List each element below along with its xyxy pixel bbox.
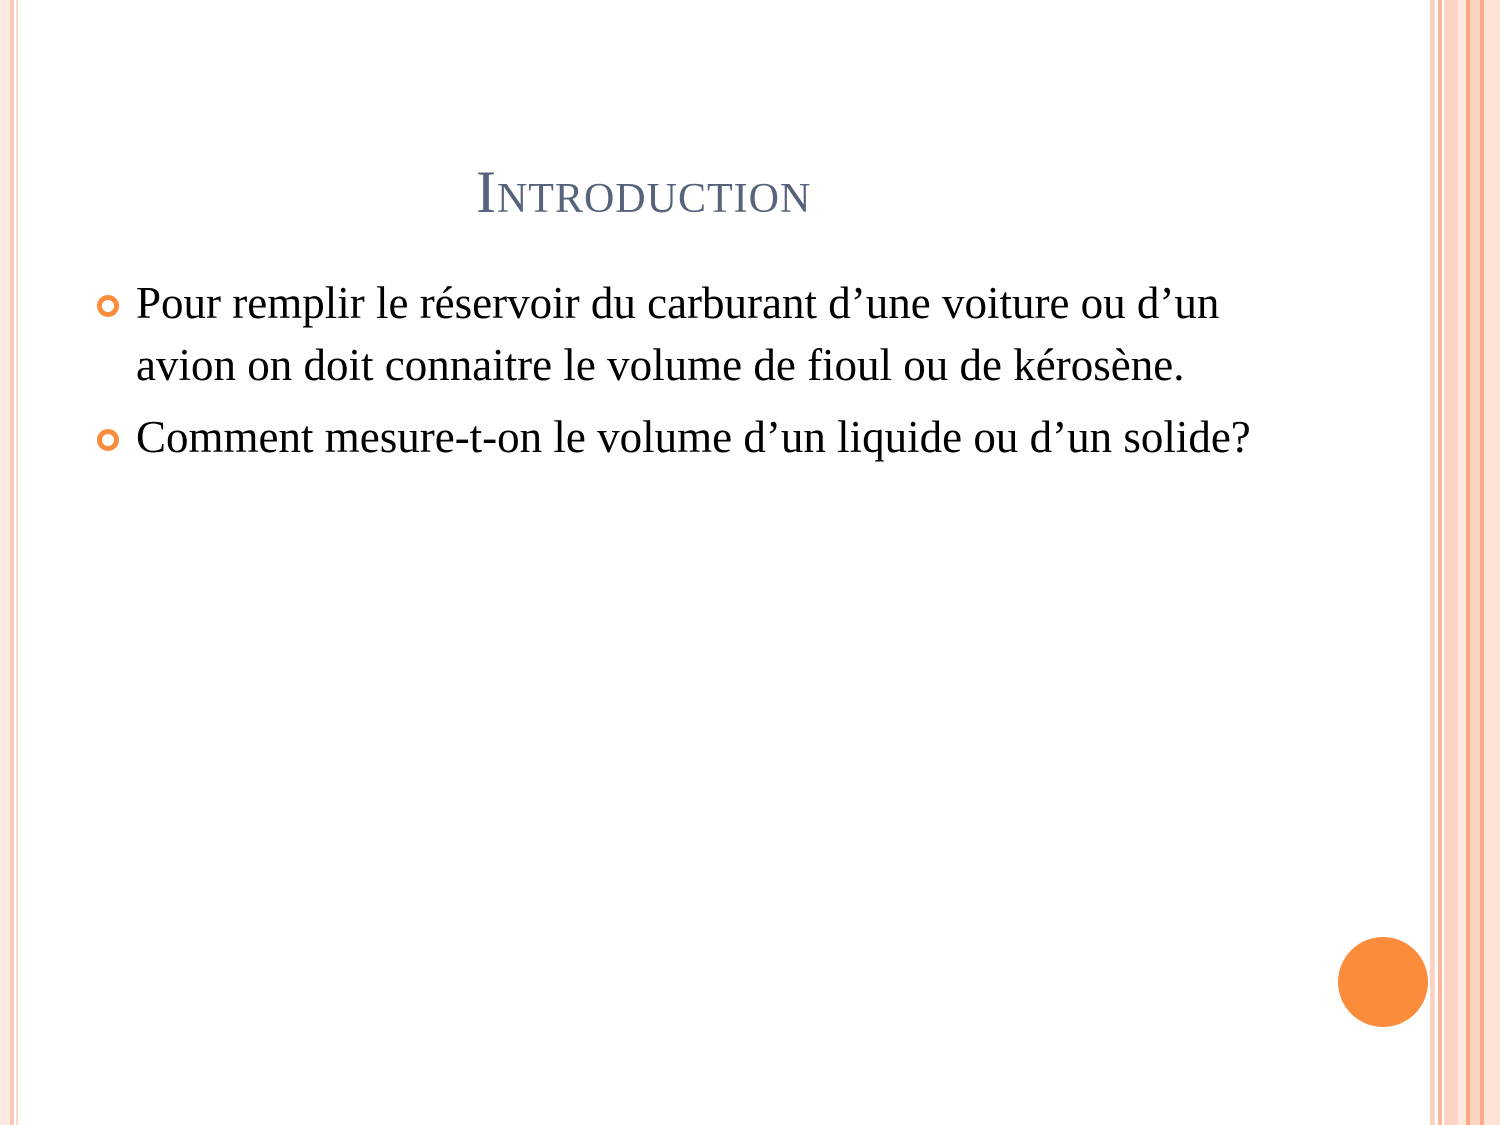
ring-bullet-icon (96, 428, 120, 452)
bullet-item (94, 406, 1274, 468)
bullet-text: Comment mesure-t-on le volume d’un liquide ou d’un solide? (136, 412, 1251, 462)
bullet-item (94, 272, 1274, 396)
right-border-decoration (1430, 0, 1500, 1125)
bullet-text: Pour remplir le réservoir du carburant d’une voiture ou d’un avion on doit connaitre le volume de fioul ou de kérosène. (136, 278, 1220, 390)
orange-circle-decoration (1338, 937, 1428, 1027)
ring-bullet-icon (96, 294, 120, 318)
left-border-decoration (0, 0, 22, 1125)
bullet-list (94, 272, 1274, 478)
slide-title: Introduction (476, 159, 812, 225)
